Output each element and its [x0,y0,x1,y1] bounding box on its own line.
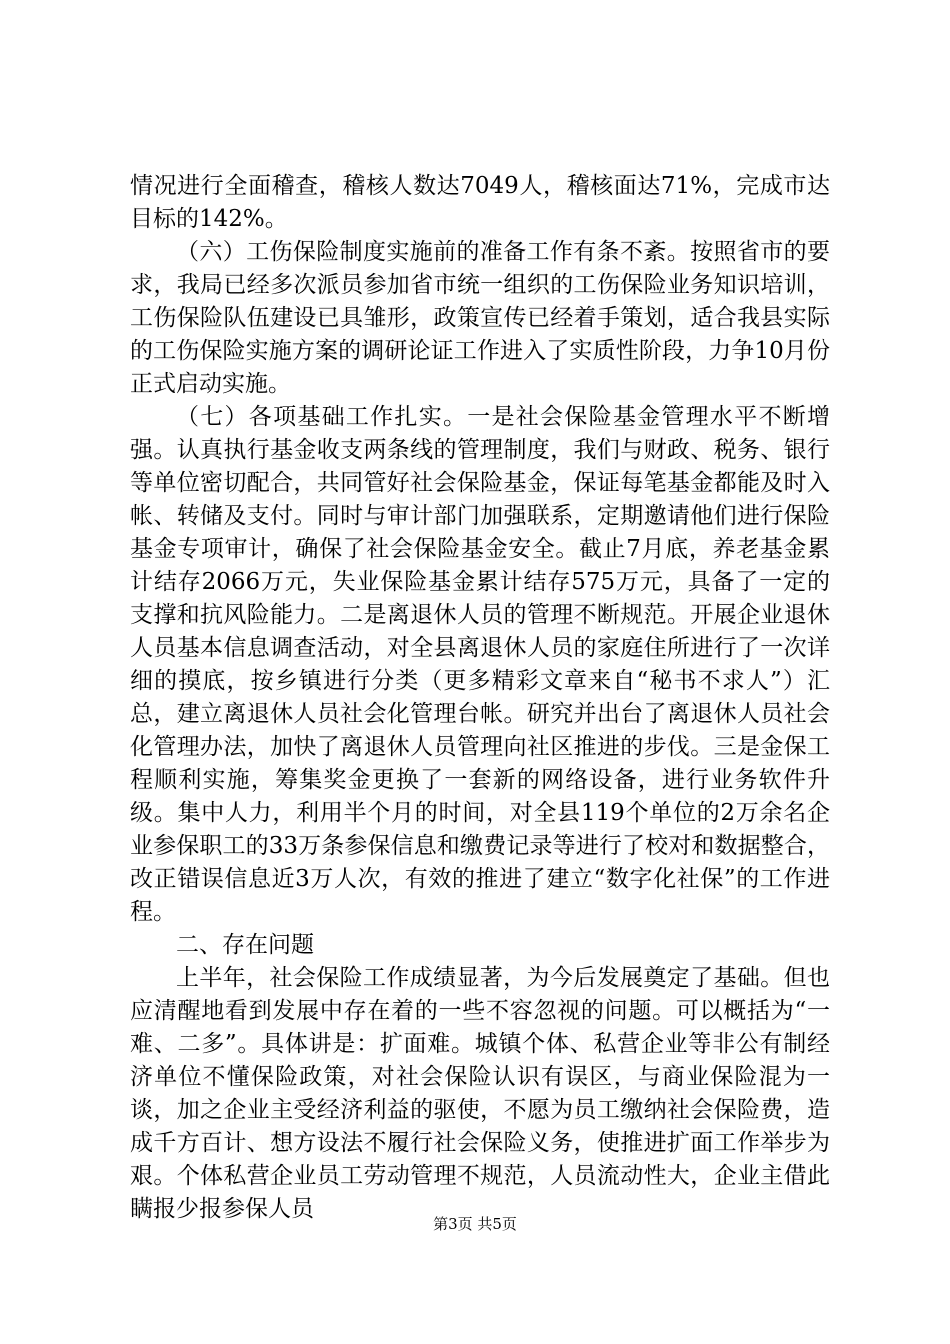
paragraph-2: （六）工伤保险制度实施前的准备工作有条不紊。按照省市的要求，我局已经多次派员参加省市统一组织的工伤保险业务知识培训，工伤保险队伍建设已具雏形，政策宣传已经着手策划，适合我县实际的工伤保险实施方案的调研论证工作进入了实质性阶段，力争10月份正式启动实施。 [130,239,830,397]
section-heading: 二、存在问题 [176,932,314,958]
paragraph-5: 上半年，社会保险工作成绩显著，为今后发展奠定了基础。但也应清醒地看到发展中存在着的一些不容忽视的问题。可以概括为“一难、二多”。具体讲是：扩面难。城镇个体、私营企业等非公有制经济单位不懂保险政策，对社会保险认识有误区，与商业保险混为一谈，加之企业主受经济利益的驱使，不愿为员工缴纳社会保险费，造成千方百计、想方设法不履行社会保险义务，使推进扩面工作举步为艰。个体私营企业员工劳动管理不规范，人员流动性大，企业主借此瞒报少报参保人员 [130,965,830,1222]
document-body [130,170,830,1226]
paragraph-1: 情况进行全面稽查，稽核人数达7049人，稽核面达71%，完成市达目标的142%。 [130,173,830,232]
page-footer: 第3页 共5页 [433,1215,517,1233]
paragraph-3: （七）各项基础工作扎实。一是社会保险基金管理水平不断增强。认真执行基金收支两条线的管理制度，我们与财政、税务、银行等单位密切配合，共同管好社会保险基金，保证每笔基金都能及时入帐、转储及支付。同时与审计部门加强联系，定期邀请他们进行保险基金专项审计，确保了社会保险基金安全。截止7月底，养老基金累计结存2066万元，失业保险基金累计结存575万元，具备了一定的支撑和抗风险能力。二是离退休人员的管理不断规范。开展企业退休人员基本信息调查活动，对全县离退休人员的家庭住所进行了一次详细的摸底，按乡镇进行分类（更多精彩文章来自“秘书不求人”）汇总，建立离退休人员社会化管理台帐。研究并出台了离退休人员社会化管理办法，加快了离退休人员管理向社区推进的步伐。三是金保工程顺利实施，筹集奖金更换了一套新的网络设备，进行业务软件升级。集中人力，利用半个月的时间，对全县119个单位的2万余名企业参保职工的33万条参保信息和缴费记录等进行了校对和数据整合，改正错误信息近3万人次，有效的推进了建立“数字化社保”的工作进程。 [130,404,830,925]
